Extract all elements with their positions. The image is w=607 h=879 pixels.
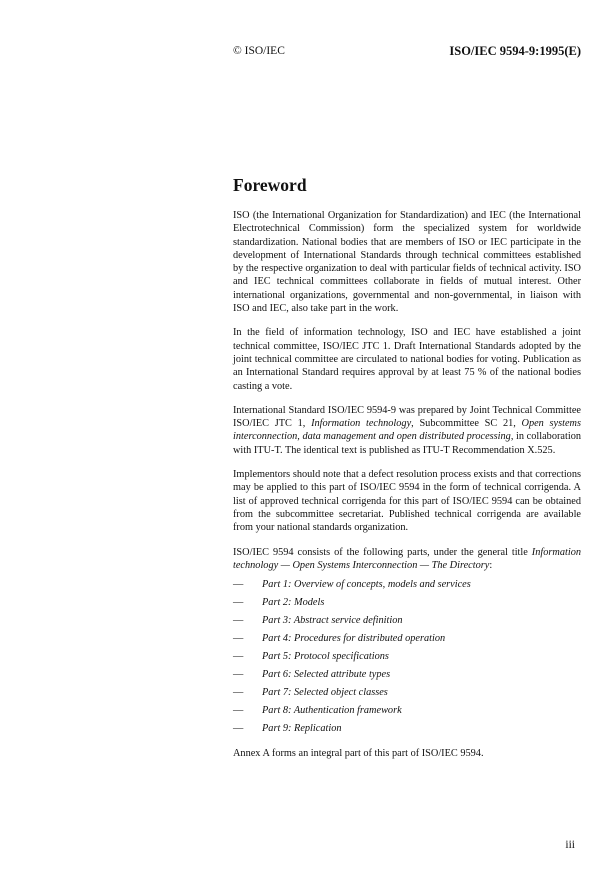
part-title: Part 3: Abstract service definition <box>262 615 403 627</box>
part-title: Part 8: Authentication framework <box>262 705 402 717</box>
paragraph-preparation <box>233 404 581 457</box>
list-dash: — <box>233 669 244 681</box>
prep-title-sc21: Open systems interconnection, data management and open distributed processing <box>233 418 582 443</box>
list-item <box>233 648 581 666</box>
header-copyright: © ISO/IEC <box>233 45 285 57</box>
page-title: Foreword <box>233 175 307 195</box>
list-item <box>233 720 581 738</box>
list-dash: — <box>233 615 244 627</box>
paragraph-corrigenda: Implementors should note that a defect resolution process exists and that corrections may be applied to this part of ISO/IEC 9594 in the form of technical corrigenda. A list of approved technical corrigenda for this part of ISO/IEC 9594 can be obtained from the subcommittee secretariat. Published technical corrigenda are available from your national standards organization. <box>233 469 581 534</box>
paragraph-parts-intro <box>233 546 581 573</box>
parts-intro-text: ISO/IEC 9594 consists of the following parts, under the general title <box>233 546 532 558</box>
list-item <box>233 594 581 612</box>
header-standard-id: ISO/IEC 9594-9:1995(E) <box>449 44 581 58</box>
paragraph-jtc1: In the field of information technology, ISO and IEC have established a joint technical committee, ISO/IEC JTC 1. Draft International Standards adopted by the joint technical committee are circulated to national bodies for voting. Publication as an International Standard requires approval by at least 75 % of the national bodies casting a vote. <box>233 327 581 392</box>
prep-text-c: , Subcommittee SC 21, <box>411 418 522 430</box>
parts-intro-colon: : <box>489 559 493 571</box>
paragraph-organizations: ISO (the International Organization for Standardization) and IEC (the International Electrotechnical Commission) form the specialized system for worldwide standardization. National bodies that are members of ISO or IEC participate in the development of International Standards through technical committees established by the respective organization to deal with particular fields of technical activity. ISO and IEC technical committees collaborate in fields of mutual interest. Other international organizations, governmental and non-governmental, in liaison with ISO and IEC, also take part in the work. <box>233 210 581 315</box>
list-item <box>233 666 581 684</box>
list-dash: — <box>233 579 244 591</box>
list-item <box>233 630 581 648</box>
part-title: Part 2: Models <box>262 597 325 609</box>
part-title: Part 5: Protocol specifications <box>262 651 389 663</box>
list-dash: — <box>233 687 244 699</box>
prep-text-e: , in collaboration with ITU-T. The identical text is published as ITU-T Recommendation X.525. <box>233 431 581 456</box>
page-number: iii <box>565 839 575 851</box>
part-title: Part 6: Selected attribute types <box>262 669 391 681</box>
foreword-body <box>233 209 581 771</box>
list-dash: — <box>233 597 244 609</box>
parts-general-title: Information technology — Open Systems Interconnection — The Directory <box>233 546 581 571</box>
part-title: Part 9: Replication <box>262 723 342 735</box>
list-dash: — <box>233 651 244 663</box>
part-title: Part 1: Overview of concepts, models and services <box>262 579 471 591</box>
parts-list <box>233 576 581 738</box>
paragraph-annex: Annex A forms an integral part of this part of ISO/IEC 9594. <box>233 748 484 760</box>
list-dash: — <box>233 723 244 735</box>
prep-text-a: International Standard ISO/IEC 9594-9 was prepared by Joint Technical Committee ISO/IEC JTC 1, <box>233 404 581 430</box>
list-item <box>233 684 581 702</box>
list-item <box>233 702 581 720</box>
list-dash: — <box>233 633 244 645</box>
prep-title-it: Information technology <box>311 418 412 430</box>
list-item <box>233 612 581 630</box>
part-title: Part 4: Procedures for distributed operation <box>262 633 446 645</box>
list-item <box>233 576 581 594</box>
list-dash: — <box>233 705 244 717</box>
part-title: Part 7: Selected object classes <box>262 687 388 699</box>
